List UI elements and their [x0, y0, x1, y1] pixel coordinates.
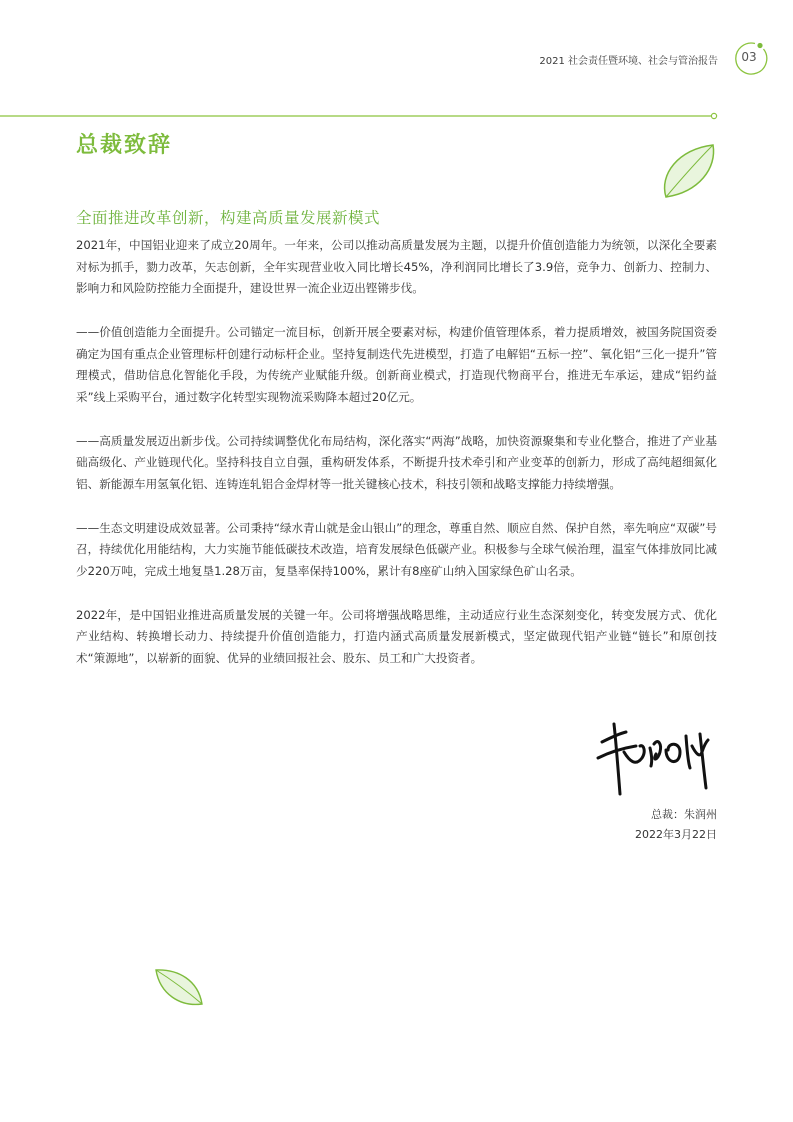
paragraph: 2021年，中国铝业迎来了成立20周年。一年来，公司以推动高质量发展为主题，以提升价值创造能力为统领，以深化全要素对标为抓手，勠力改革，矢志创新，全年实现营业收入同比增长45%，净利润同比增长了3.9倍，竞争力、创新力、控制力、影响力和风险防控能力全面提升，建设世界一流企业迈出铿锵步伐。 [76, 238, 717, 295]
report-title: 2021 社会责任暨环境、社会与管治报告 [539, 56, 718, 67]
paragraph: ——高质量发展迈出新步伐。公司持续调整优化布局结构，深化落实“两海”战略，加快资源聚集和专业化整合，推进了产业基础高级化、产业链现代化。坚持科技自立自强，重构研发体系，不断提升技术牵引和产业变革的创新力，形成了高纯超细氮化铝、新能源车用氢氧化铝、连铸连轧铝合金焊材等一批关键核心技术，科技引领和战略支撑能力持续增强。 [76, 433, 717, 491]
leaf-icon [658, 142, 718, 200]
page-title: 总裁致辞 [76, 133, 173, 158]
section-subtitle: 全面推进改革创新，构建高质量发展新模式 [76, 209, 381, 227]
paragraph: 2022年，是中国铝业推进高质量发展的关键一年。公司将增强战略思维，主动适应行业生态深刻变化，转变发展方式、优化产业结构、转换增长动力、持续提升价值创造能力，打造内涵式高质量发展新模式，坚定做现代铝产业链“链长”和原创技术“策源地”，以崭新的面貌、优异的业绩回报社会、股东、员工和广大投资者。 [76, 607, 717, 665]
page-number: 03 [741, 50, 757, 64]
paragraph: ——生态文明建设成效显著。公司秉持“绿水青山就是金山银山”的理念，尊重自然、顺应自然、保护自然，率先响应“双碳”号召，持续优化用能结构，大力实施节能低碳技术改造，培育发展绿色低碳产业。积极参与全球气候治理，温室气体排放同比减少220万吨，完成土地复垦1.28万亩，复垦率保持100%，累计有8座矿山纳入国家绿色矿山名录。 [76, 520, 717, 578]
header-rule [0, 110, 720, 122]
handwritten-signature [596, 718, 716, 798]
signatory: 总裁：朱润州 [651, 808, 717, 821]
page-number-badge [729, 39, 769, 77]
message-body [76, 235, 717, 692]
signature-date: 2022年3月22日 [635, 828, 717, 841]
paragraph: ——价值创造能力全面提升。公司锚定一流目标，创新开展全要素对标，构建价值管理体系，着力提质增效，被国务院国资委确定为国有重点企业管理标杆创建行动标杆企业。坚持复制迭代先进模型，打造了电解铝“五标一控”、氧化铝“三化一提升”管理模式，借助信息化智能化手段，为传统产业赋能升级。创新商业模式，打造现代物商平台，推进无车承运，建成“铝约益采”线上采购平台，通过数字化转型实现物流采购降本超过20亿元。 [76, 325, 717, 404]
leaf-icon [152, 966, 208, 1010]
